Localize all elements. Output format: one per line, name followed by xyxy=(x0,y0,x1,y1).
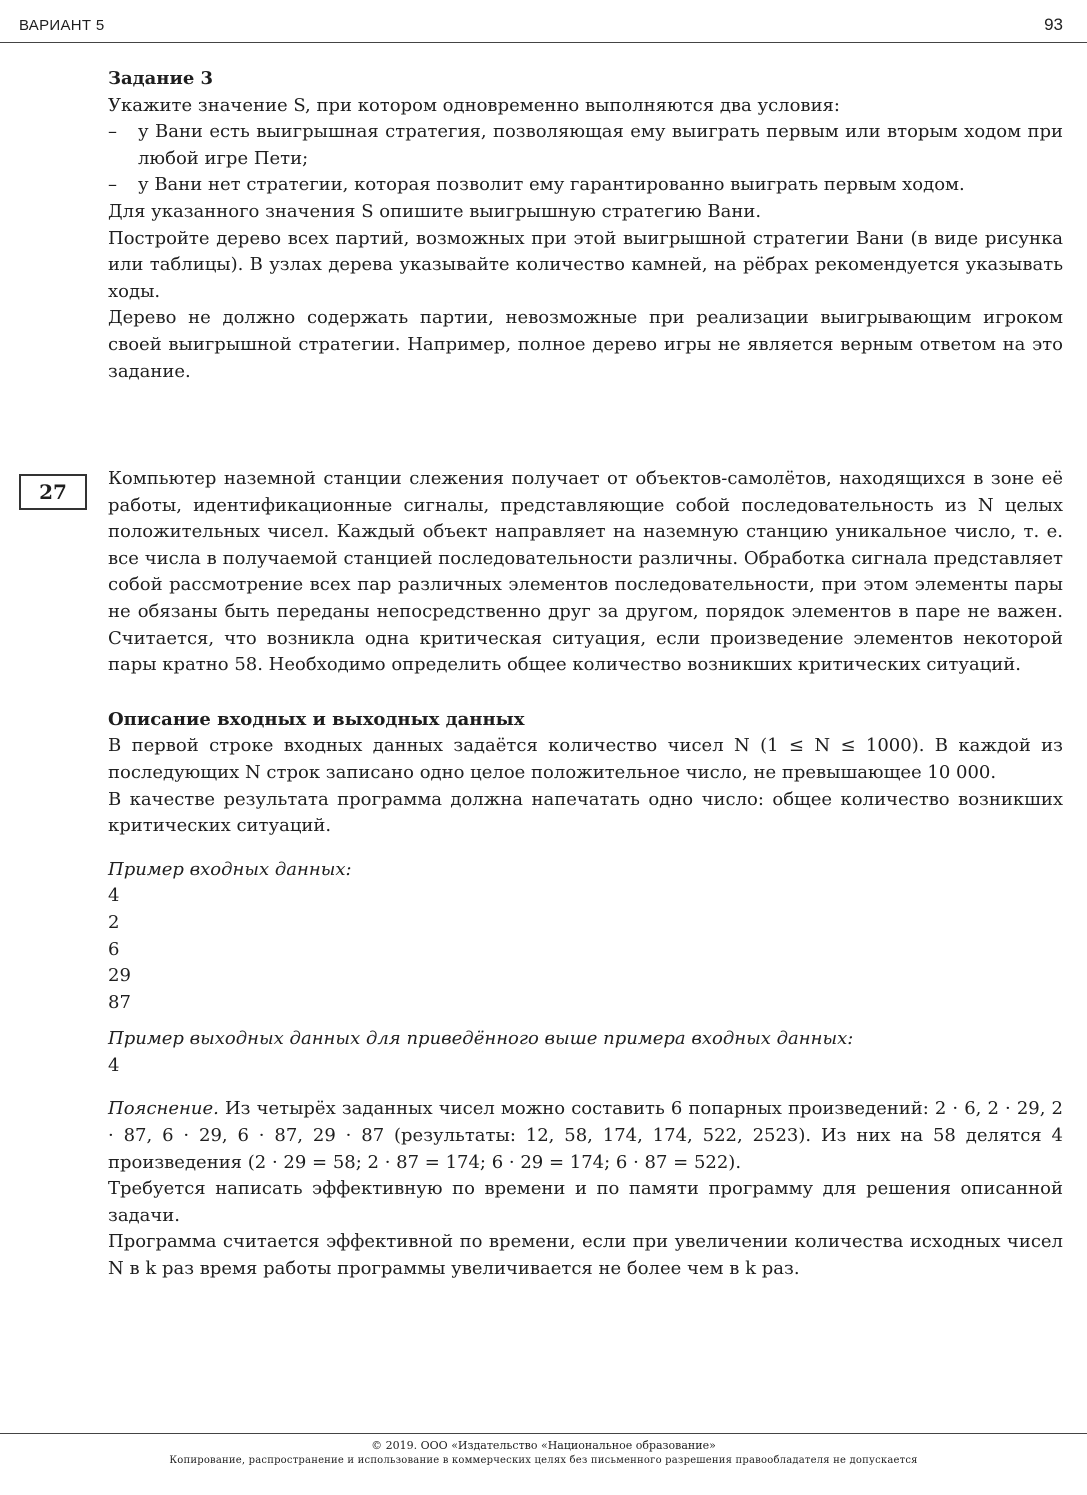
explanation-label: Пояснение. xyxy=(108,1098,219,1120)
page-number: 93 xyxy=(1044,15,1063,34)
explanation-text: Из четырёх заданных чисел можно составить 6 попарных произведений: 2 · 6, 2 · 29, 2 · 87, 6 · 29, 6 · 87, 29 · 87 (результаты: 12, 58, 174, 174, 522, 2523). Из них на 58 делятся 4 произведения (2 · 29 = 58; 2 · 87 = 174; 6 · 29 = 174; 6 · 87 = 522). xyxy=(108,1098,1063,1173)
condition-text: у Вани нет стратегии, которая позволит ему гарантированно выиграть первым ходом. xyxy=(138,174,965,196)
task-number-box: 27 xyxy=(19,474,87,510)
input-example-line: 6 xyxy=(108,938,120,960)
header-rule xyxy=(0,42,1087,43)
condition-text: у Вани есть выигрышная стратегия, позволяющая ему выиграть первым или вторым ходом при любой игре Пети; xyxy=(138,121,1063,169)
task-3-condition xyxy=(108,172,1063,199)
task-3-title: Задание 3 xyxy=(108,68,214,89)
input-example-label: Пример входных данных: xyxy=(108,858,352,880)
io-output-description: В качестве результата программа должна напечатать одно число: общее количество возникших критических ситуаций. xyxy=(108,788,1063,837)
input-example-line: 2 xyxy=(108,911,120,933)
output-example-value: 4 xyxy=(108,1054,120,1076)
input-example-line: 4 xyxy=(108,885,120,907)
task-3-tree-note: Дерево не должно содержать партии, невозможные при реализации выигрывающим игроком своей выигрышной стратегии. Например, полное дерево игры не является верным ответом на это задание. xyxy=(108,307,1063,382)
footer-copyright: © 2019. ООО «Издательство «Национальное образование» xyxy=(371,1439,716,1452)
io-title: Описание входных и выходных данных xyxy=(108,708,525,730)
io-input-description: В первой строке входных данных задаётся количество чисел N (1 ≤ N ≤ 1000). В каждой из последующих N строк записано одно целое положительное число, не превышающее 10 000. xyxy=(108,735,1063,783)
variant-label: ВАРИАНТ 5 xyxy=(19,17,105,34)
task-3-tree-paragraph: Постройте дерево всех партий, возможных при этой выигрышной стратегии Вани (в виде рисунка или таблицы). В узлах дерева указывайте количество камней, на рёбрах рекомендуется указывать ходы. xyxy=(108,227,1063,302)
task-27-statement: Компьютер наземной станции слежения получает от объектов-самолётов, находящихся в зоне её работы, идентификационные сигналы, представляющие собой последовательность из N целых положительных чисел. Каждый объект направляет на наземную станцию уникальное число, т. е. все числа в получаемой станцией последовательности различны. Обработка сигнала представляет собой рассмотрение всех пар различных элементов последовательности, при этом элементы пары не обязаны быть переданы непосредственно друг за другом, порядок элементов в паре не важен. Считается, что возникла одна критическая ситуация, если произведение элементов некоторой пары кратно 58. Необходимо определить общее количество возникших критических ситуаций. xyxy=(108,468,1063,676)
task-3-condition xyxy=(108,119,1063,172)
task-3-intro: Укажите значение S, при котором одновременно выполняются два условия: xyxy=(108,94,840,116)
dash-marker: – xyxy=(108,121,117,143)
input-example-line: 87 xyxy=(108,991,131,1013)
footer-rule xyxy=(0,1433,1087,1434)
task-3-section xyxy=(108,66,1063,385)
output-example-label: Пример выходных данных для приведённого выше примера входных данных: xyxy=(108,1028,854,1050)
task-27-section xyxy=(108,466,1063,1283)
efficiency-requirement: Требуется написать эффективную по времени и по памяти программу для решения описанной задачи. xyxy=(108,1178,1063,1226)
dash-marker: – xyxy=(108,174,117,196)
task-3-strategy-paragraph: Для указанного значения S опишите выигрышную стратегию Вани. xyxy=(108,200,762,222)
explanation-paragraph xyxy=(108,1096,1063,1176)
time-efficiency-definition: Программа считается эффективной по времени, если при увеличении количества исходных чисел N в k раз время работы программы увеличивается не более чем в k раз. xyxy=(108,1231,1063,1280)
input-example-line: 29 xyxy=(108,965,131,987)
footer-notice: Копирование, распространение и использование в коммерческих целях без письменного разрешения правообладателя не допускается xyxy=(169,1455,918,1466)
